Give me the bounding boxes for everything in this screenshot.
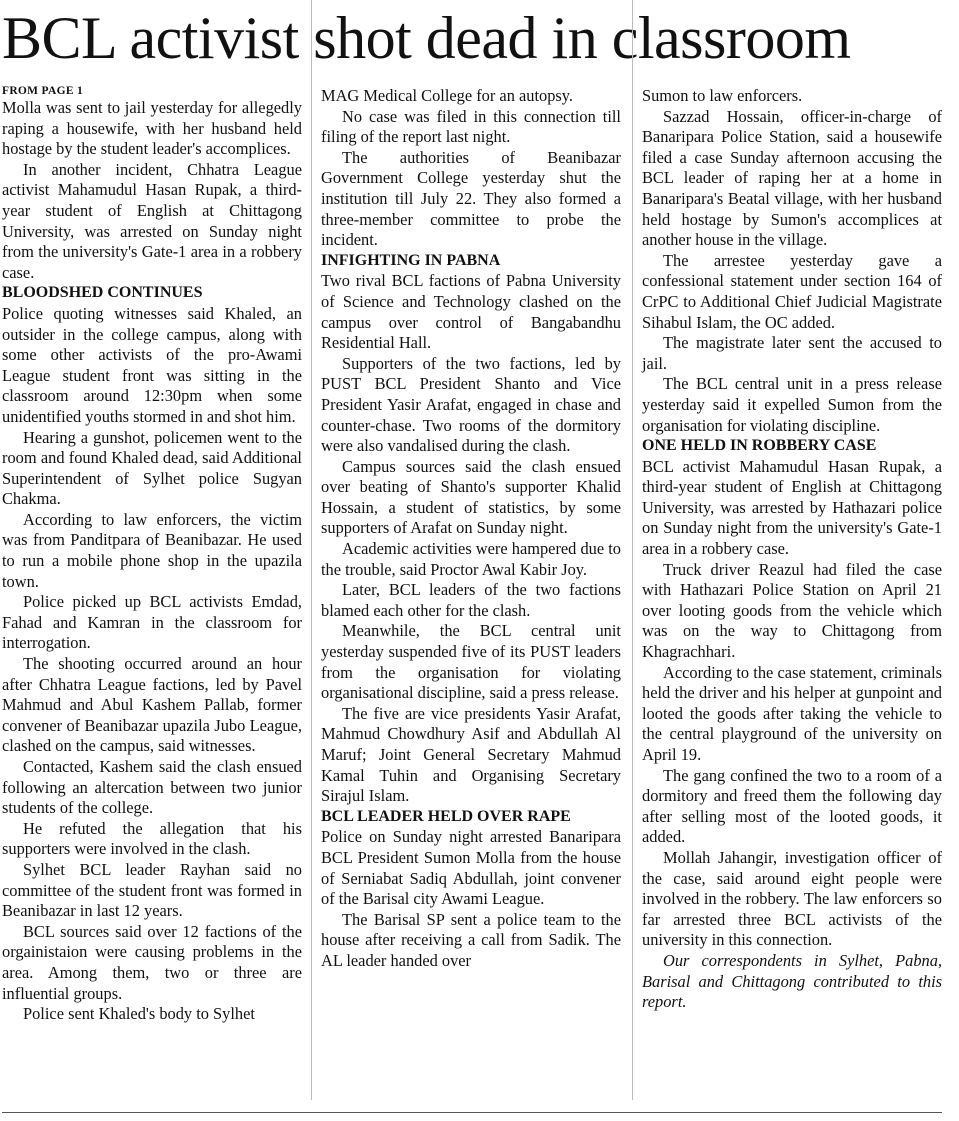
article-paragraph: The authorities of Beanibazar Government College yesterday shut the institution till July 22. They also formed a three-member committee to probe the incident. (321, 147, 621, 250)
article-column-1 (2, 84, 302, 1025)
article-paragraph: The five are vice presidents Yasir Arafat, Mahmud Chowdhury Asif and Abdullah Al Maruf; Joint General Secretary Mahmud Kamal Tuhin and Organising Secretary Sirajul Islam. (321, 703, 621, 806)
article-paragraph: Later, BCL leaders of the two factions blamed each other for the clash. (321, 580, 621, 620)
article-paragraph: Sylhet BCL leader Rayhan said no committee of the student front was formed in Beanibazar in last 12 years. (2, 859, 302, 921)
article-paragraph: In another incident, Chhatra League activist Mahamudul Hasan Rupak, a third-year student of English at Chittagong University, was arrested on Sunday night from the university's Gate-1 area in a robbery case. (2, 159, 302, 282)
article-paragraph: The shooting occurred around an hour after Chhatra League factions, led by Pavel Mahmud and Abul Kashem Pallab, former convener of Beanibazar upazila Jubo League, clashed on the campus, said witnesses. (2, 654, 302, 756)
article-paragraph: He refuted the allegation that his supporters were involved in the clash. (2, 818, 302, 859)
article-paragraph: The BCL central unit in a press release yesterday said it expelled Sumon from the organisation for violating discipline. (642, 374, 942, 435)
article-paragraph: According to the case statement, criminals held the driver and his helper at gunpoint and looted the goods after taking the vehicle to the central playground of the university on April 19. (642, 662, 942, 764)
article-paragraph: Police sent Khaled's body to Sylhet (23, 1004, 255, 1024)
article-paragraph: Police picked up BCL activists Emdad, Fahad and Kamran in the classroom for interrogation. (2, 592, 302, 653)
from-page-label: FROM PAGE 1 (2, 85, 84, 97)
article-paragraph: Police quoting witnesses said Khaled, an outsider in the college campus, along with some other activists of the pro-Awami League student front was sitting in the classroom around 12:30pm when some unidentified youths stormed in and shot him. (2, 303, 302, 426)
article-column-2 (321, 86, 621, 972)
article-paragraph: Sazzad Hossain, officer-in-charge of Banaripara Police Station, said a housewife filed a case Sunday afternoon accusing the BCL leader of raping her at a home in Banaripara's Beatal village, with her husband held hostage by Sumon's accomplices at another house in the village. (642, 106, 942, 250)
article-paragraph: BCL sources said over 12 factions of the orgainistaion were causing problems in the area. Among them, two or three are influential groups. (2, 921, 302, 1003)
article-paragraph: Two rival BCL factions of Pabna University of Science and Technology clashed on the campus over control of Bangabandhu Residential Hall. (321, 271, 621, 353)
article-paragraph: Molla was sent to jail yesterday for allegedly raping a housewife, with her husband held hostage by the student leader's accomplices. (2, 98, 302, 159)
column-divider (311, 0, 312, 1100)
bottom-rule (2, 1112, 942, 1113)
article-paragraph: Contacted, Kashem said the clash ensued following an altercation between two junior students of the college. (2, 757, 302, 818)
article-paragraph: No case was filed in this connection till filing of the report last night. (321, 106, 621, 147)
article-paragraph: Mollah Jahangir, investigation officer of the case, said around eight people were involved in the robbery. The law enforcers so far arrested three BCL activists of the university in this connection. (642, 847, 942, 950)
article-paragraph: Sumon to law enforcers. (642, 86, 803, 105)
article-paragraph: Academic activities were hampered due to the trouble, said Proctor Awal Kabir Joy. (321, 539, 621, 579)
article-paragraph: Police on Sunday night arrested Banaripara BCL President Sumon Molla from the house of Serniabat Sadiq Abdullah, joint convener of the Barisal city Awami League. (321, 827, 621, 909)
article-paragraph: BCL activist Mahamudul Hasan Rupak, a third-year student of English at Chittagong University, was arrested by Hathazari police on Sunday night from the university's Gate-1 area in a robbery case. (642, 456, 942, 559)
section-subhead: INFIGHTING IN PABNA (321, 251, 501, 269)
article-paragraph: The gang confined the two to a room of a dormitory and freed them the following day after selling most of the looted goods, it added. (642, 765, 942, 847)
article-paragraph: Meanwhile, the BCL central unit yesterday suspended five of its PUST leaders from the organisation for violating organisational discipline, said a press release. (321, 621, 621, 703)
article-paragraph: Supporters of the two factions, led by PUST BCL President Shanto and Vice President Yasir Arafat, engaged in chase and counter-chase. Two rooms of the dormitory were also vandalised during the clash. (321, 353, 621, 456)
headline: BCL activist shot dead in classroom (2, 5, 851, 71)
article-paragraph: The Barisal SP sent a police team to the house after receiving a call from Sadik. The AL leader handed over (321, 909, 621, 970)
section-subhead: ONE HELD IN ROBBERY CASE (642, 437, 877, 455)
article-paragraph: Hearing a gunshot, policemen went to the room and found Khaled dead, said Additional Superintendent of Sylhet police Sugyan Chakma. (2, 427, 302, 509)
article-paragraph: Campus sources said the clash ensued over beating of Shanto's supporter Khalid Hossain, a student of statistics, by some supporters of Arafat on Sunday night. (321, 456, 621, 538)
article-paragraph: Truck driver Reazul had filed the case with Hathazari Police Station on April 21 over looting goods from the vehicle which was on the way to Chittagong from Khagrachhari. (642, 559, 942, 662)
section-subhead: BCL LEADER HELD OVER RAPE (321, 807, 571, 825)
column-divider (632, 0, 633, 1100)
article-paragraph: The arrestee yesterday gave a confessional statement under section 164 of CrPC to Additional Chief Judicial Magistrate Sihabul Islam, the OC added. (642, 250, 942, 332)
article-paragraph: According to law enforcers, the victim was from Panditpara of Beanibazar. He used to run a mobile phone shop in the upazila town. (2, 509, 302, 591)
section-subhead: BLOODSHED CONTINUES (2, 284, 203, 302)
article-column-3 (642, 86, 942, 1013)
article-paragraph: The magistrate later sent the accused to jail. (642, 333, 942, 373)
credit-line: Our correspondents in Sylhet, Pabna, Barisal and Chittagong contributed to this report. (642, 950, 942, 1012)
article-paragraph: MAG Medical College for an autopsy. (321, 86, 574, 105)
